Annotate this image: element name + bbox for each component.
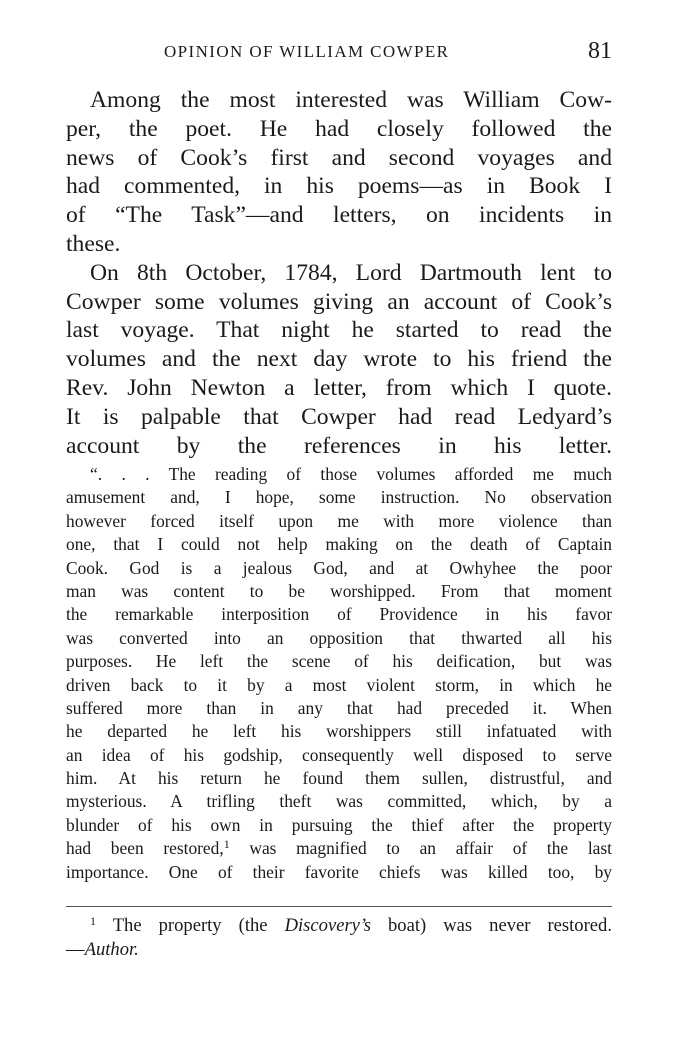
quote-line: an idea of his godship, consequently well disposed to serve bbox=[66, 744, 612, 765]
paragraph-1-line: of “The Task”—and letters, on incidents in bbox=[66, 202, 612, 229]
running-head bbox=[66, 38, 612, 68]
footnote-line bbox=[66, 914, 612, 938]
footnote-line bbox=[66, 938, 612, 962]
quote-line-with-footnote-ref bbox=[66, 837, 612, 860]
body-text bbox=[66, 86, 612, 460]
paragraph-1-line: per, the poet. He had closely followed the bbox=[66, 115, 612, 142]
footnote-divider bbox=[66, 906, 612, 907]
paragraph-2-line: It is palpable that Cowper had read Ledyard’s bbox=[66, 403, 612, 430]
quote-line: importance. One of their favorite chiefs was killed too, by bbox=[66, 861, 612, 882]
quote-line: one, that I could not help making on the death of Captain bbox=[66, 534, 612, 555]
running-title: OPINION OF WILLIAM COWPER bbox=[164, 42, 450, 61]
paragraph-2-line: Cowper some volumes giving an account of Cook’s bbox=[66, 288, 612, 315]
quote-line: suffered more than in any that had preceded it. When bbox=[66, 697, 612, 718]
paragraph-2-line: Rev. John Newton a letter, from which I quote. bbox=[66, 374, 612, 401]
paragraph-1-line: had commented, in his poems—as in Book I bbox=[66, 173, 612, 200]
paragraph-1-line: these. bbox=[66, 230, 121, 257]
quote-line-part: had been restored, bbox=[66, 838, 224, 859]
footnote-text: The property (the bbox=[112, 915, 285, 936]
quote-line: amusement and, I hope, some instruction. No observation bbox=[66, 487, 612, 508]
footnote-marker: 1 bbox=[90, 914, 96, 928]
paragraph-1-line: news of Cook’s first and second voyages and bbox=[66, 144, 612, 171]
quote-line: purposes. He left the scene of his deification, but was bbox=[66, 651, 612, 672]
block-quote bbox=[66, 463, 612, 884]
quote-line: “. . . The reading of those volumes afforded me much bbox=[90, 464, 612, 484]
quote-line: mysterious. A trifling theft was committed, which, by a bbox=[66, 791, 612, 812]
quote-line: driven back to it by a most violent storm, in which he bbox=[66, 674, 612, 695]
paragraph-2-line: account by the references in his letter. bbox=[66, 432, 612, 459]
footnote-reference-mark: 1 bbox=[223, 837, 230, 852]
footnote-author: Author. bbox=[84, 939, 139, 960]
quote-line: was converted into an opposition that thwarted all his bbox=[66, 627, 612, 648]
footnote-ship-name: Discovery’s bbox=[284, 915, 371, 936]
quote-line: blunder of his own in pursuing the thief after the property bbox=[66, 814, 612, 835]
paragraph-2-line: last voyage. That night he started to read the bbox=[66, 317, 612, 344]
footnote-text: boat) was never restored. bbox=[370, 915, 612, 936]
paragraph-2-line: volumes and the next day wrote to his friend the bbox=[66, 346, 612, 373]
page-number: 81 bbox=[588, 38, 612, 64]
footnote bbox=[66, 914, 612, 962]
quote-line-part: was magnified to an affair of the last bbox=[249, 838, 612, 859]
quote-line: man was content to be worshipped. From that moment bbox=[66, 580, 612, 601]
quote-line: he departed he left his worshippers still infatuated with bbox=[66, 721, 612, 742]
paragraph-2-line: On 8th October, 1784, Lord Dartmouth lent to bbox=[90, 259, 612, 286]
paragraph-1-line: Among the most interested was William Cow- bbox=[90, 87, 612, 113]
quote-line: him. At his return he found them sullen, distrustful, and bbox=[66, 768, 612, 789]
quote-line: Cook. God is a jealous God, and at Owhyhee the poor bbox=[66, 557, 612, 578]
footnote-dash: — bbox=[66, 939, 85, 960]
quote-line: however forced itself upon me with more violence than bbox=[66, 510, 612, 531]
quote-line: the remarkable interposition of Providence in his favor bbox=[66, 604, 612, 625]
